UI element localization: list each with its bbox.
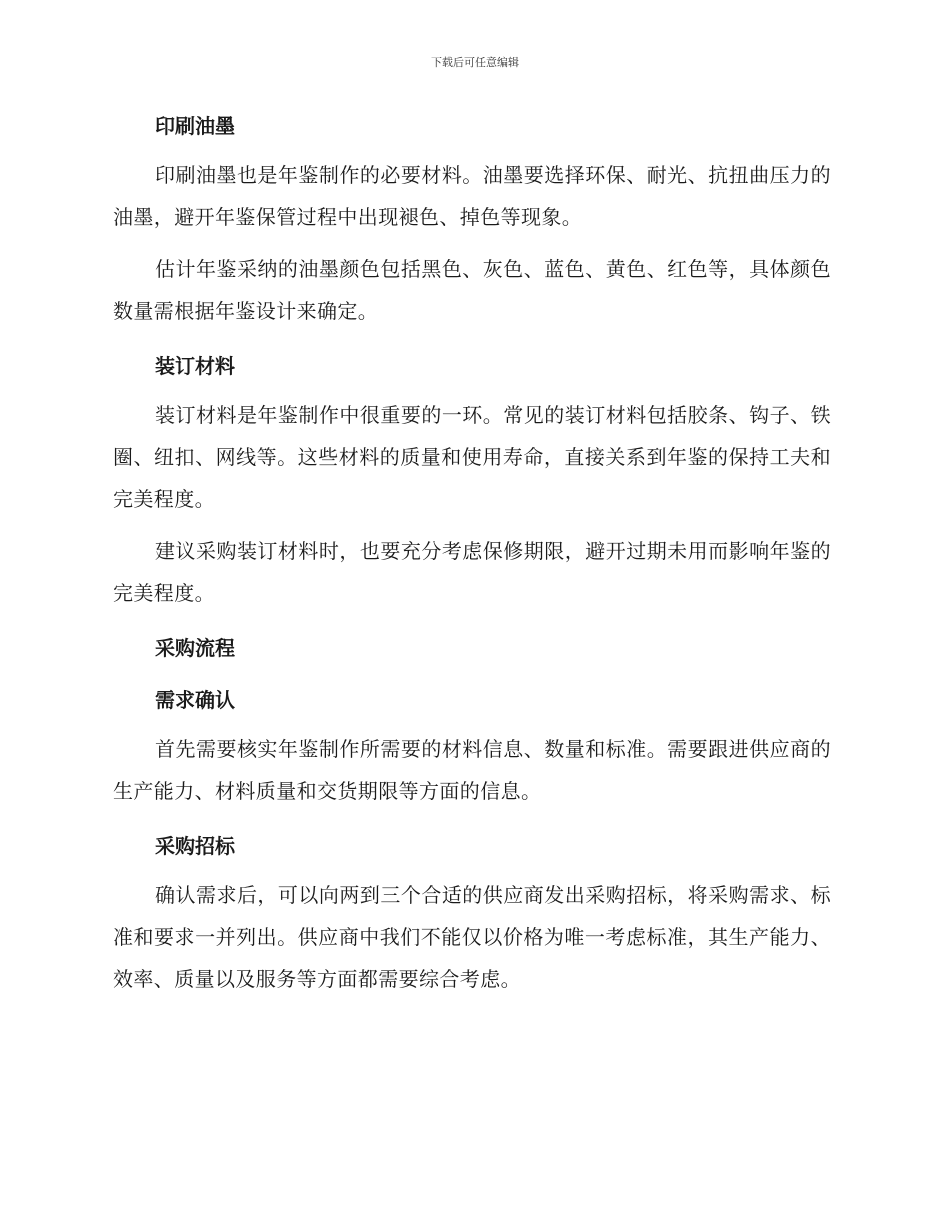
heading-printing-ink: 印刷油墨 bbox=[155, 114, 235, 138]
paragraph-binding-2: 建议采购装订材料时，也要充分考虑保修期限，避开过期未用而影响年鉴的完美程度。 bbox=[113, 539, 831, 605]
paragraph-ink-2: 估计年鉴采纳的油墨颜色包括黑色、灰色、蓝色、黄色、红色等，具体颜色数量需根据年鉴设计来确定。 bbox=[113, 257, 831, 323]
paragraph-ink-1: 印刷油墨也是年鉴制作的必要材料。油墨要选择环保、耐光、抗扭曲压力的油墨，避开年鉴保管过程中出现褪色、掉色等现象。 bbox=[113, 163, 831, 229]
heading-procurement-bidding: 采购招标 bbox=[155, 834, 235, 858]
paragraph-bidding-1: 确认需求后，可以向两到三个合适的供应商发出采购招标，将采购需求、标准和要求一并列出。供应商中我们不能仅以价格为唯一考虑标准，其生产能力、效率、质量以及服务等方面都需要综合考虑。 bbox=[113, 883, 831, 991]
page-header: 下载后可任意编辑 bbox=[431, 56, 519, 69]
paragraph-demand-1: 首先需要核实年鉴制作所需要的材料信息、数量和标准。需要跟进供应商的生产能力、材料质量和交货期限等方面的信息。 bbox=[113, 737, 831, 803]
document-body bbox=[113, 108, 831, 1000]
heading-procurement-process: 采购流程 bbox=[155, 636, 235, 660]
paragraph-binding-1: 装订材料是年鉴制作中很重要的一环。常见的装订材料包括胶条、钩子、铁圈、纽扣、网线等。这些材料的质量和使用寿命，直接关系到年鉴的保持工夫和完美程度。 bbox=[113, 403, 831, 511]
heading-binding-materials: 装订材料 bbox=[155, 354, 235, 378]
heading-demand-confirmation: 需求确认 bbox=[155, 688, 235, 712]
